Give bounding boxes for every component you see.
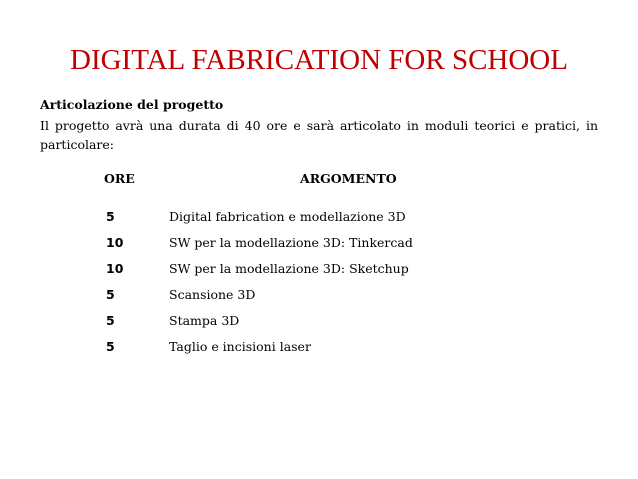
intro-paragraph: Il progetto avrà una durata di 40 ore e sarà articolato in moduli teorici e pratici, in particolare:: [40, 118, 598, 152]
section-heading: Articolazione del progetto: [40, 97, 224, 112]
row-hours: 10: [106, 235, 124, 250]
row-hours: 5: [106, 209, 115, 224]
row-topic: SW per la modellazione 3D: Tinkercad: [169, 235, 413, 250]
schedule-table: [0, 209, 638, 365]
column-header-topic: ARGOMENTO: [300, 171, 397, 186]
table-row: [0, 261, 638, 287]
table-row: [0, 235, 638, 261]
column-header-hours: ORE: [104, 171, 135, 186]
row-hours: 5: [106, 287, 115, 302]
row-topic: Taglio e incisioni laser: [169, 339, 311, 354]
table-row: [0, 209, 638, 235]
row-hours: 5: [106, 339, 115, 354]
page-title: DIGITAL FABRICATION FOR SCHOOL: [70, 44, 568, 76]
table-row: [0, 287, 638, 313]
table-row: [0, 313, 638, 339]
row-topic: Digital fabrication e modellazione 3D: [169, 209, 406, 224]
row-topic: Stampa 3D: [169, 313, 240, 328]
row-hours: 5: [106, 313, 115, 328]
row-hours: 10: [106, 261, 124, 276]
row-topic: SW per la modellazione 3D: Sketchup: [169, 261, 409, 276]
table-row: [0, 339, 638, 365]
row-topic: Scansione 3D: [169, 287, 256, 302]
